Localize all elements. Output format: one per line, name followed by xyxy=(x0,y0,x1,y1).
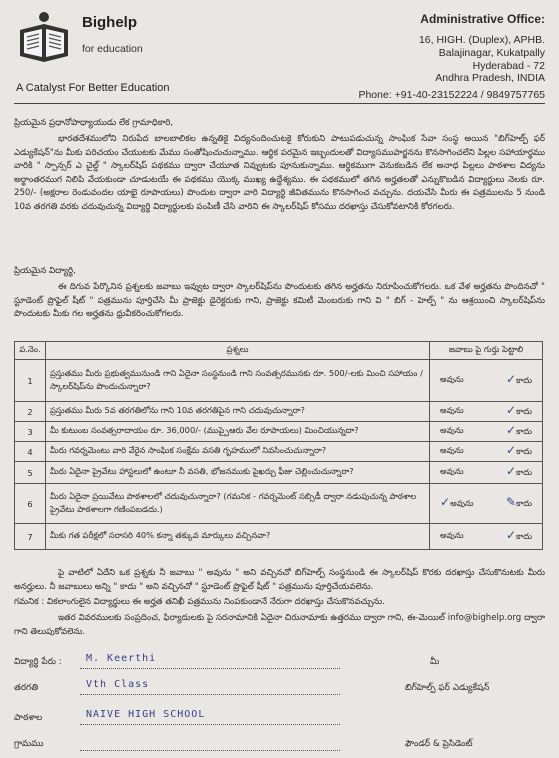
table-header-row xyxy=(15,342,543,360)
answer-no[interactable] xyxy=(506,422,532,439)
answer-yes[interactable] xyxy=(440,494,474,511)
table-row xyxy=(15,524,543,550)
office-title: Administrative Office: xyxy=(420,12,545,26)
village-line xyxy=(80,749,340,751)
student-name-line xyxy=(80,667,340,669)
checkmark-icon: ✓ xyxy=(506,527,517,542)
table-row xyxy=(15,442,543,462)
address-line: Balajinagar, Kukatpally xyxy=(438,46,545,59)
salutation-student: ప్రియమైన విద్యార్థి, xyxy=(14,266,76,276)
answer-no-label: కాదు xyxy=(516,497,532,508)
answer-no[interactable] xyxy=(506,527,532,544)
contact-paragraph: ఇతర వివరములకు సంప్రదించ, ఫిర్యాదులకు పై సరనామానికి ఏదైనా చిరునామాకు ఉత్తరము ద్వారా గాని, ఈ-మెయిల్ info@bighelp.org ద్వారా గాని తెలుపుకోవలెను. xyxy=(14,613,545,637)
row-number: 3 xyxy=(15,422,46,442)
checkmark-icon: ✓ xyxy=(440,494,451,509)
table-row xyxy=(15,462,543,484)
answer-no-label: కాదు xyxy=(516,445,532,456)
answer-no-label: కాదు xyxy=(516,530,532,541)
address-line: Andhra Pradesh, INDIA xyxy=(435,72,545,85)
address-line: 16, HIGH. (Duplex), APHB. xyxy=(418,34,545,46)
signature-line-1: మీ xyxy=(430,657,440,667)
class-line xyxy=(80,693,340,695)
school-value[interactable]: NAIVE HIGH SCHOOL xyxy=(86,709,206,720)
checkmark-icon: ✓ xyxy=(506,463,517,478)
signature-title: ఫౌండర్ & ప్రెసిడెంట్ xyxy=(405,739,473,749)
table-row xyxy=(15,402,543,422)
question-text: మీ కుటుంబ సంవత్సరాదాయం రూ. 36,000/- (ముప్పైఆరు వేల రూపాయలు) మించియున్నదా? xyxy=(46,422,430,442)
answer-yes-label: అవును xyxy=(450,497,474,508)
row-number: 1 xyxy=(15,360,46,402)
class-value[interactable]: Vth Class xyxy=(86,679,150,690)
row-number: 7 xyxy=(15,524,46,550)
column-header-answer: జవాబు పై గుర్తు పెట్టాలి xyxy=(430,342,543,360)
student-name-label: విద్యార్థి పేరు : xyxy=(14,657,62,667)
scribble-mark-icon: ✎ xyxy=(506,494,517,509)
student-paragraph: ఈ దిగువ పేర్కొనిన ప్రశ్నలకు జవాబు ఇవ్వుట ద్వారా స్కాలర్‌షిప్‌ను పొందుటకు తగిన అర్హతను నిరూపించుకోగలరు. ఒక వేళ అర్హతను పొందినచో " స్టూడెంట్ ప్రొఫైల్ షీట్ " పత్రమును పూర్తిచేసి మీ ప్రాజెక్టు డైరెక్టరుకు గాని, ప్రాజెక్టు కమిటీ మెంబరుకు గాని వి " బిగ్ - హెల్ప్ " ను ఆశ్రయించి స్కాలర్‌షిప్‌ను పొందుటకు మీకు గల అర్హతను ధ్రువీకరించుకోగలరు. xyxy=(14,282,545,319)
class-label: తరగతి xyxy=(14,683,39,693)
brand-subtitle: for education xyxy=(82,43,143,55)
answer-yes[interactable]: అవును xyxy=(440,444,464,455)
tagline: A Catalyst For Better Education xyxy=(16,82,170,94)
answer-no[interactable] xyxy=(506,442,532,459)
intro-paragraph: భారతదేశములోని నిరుపేద బాలబాలికల ఉన్నతికై విద్యనందించుటకై కోరుకుని పాటుపడుచున్న సాంఘిక సేవా సంస్థ అయిన "బిగ్‌హెల్ప్ ఫర్ ఎడ్యుకేషన్"ను మీకు పరిచయం చేయుటకు మేము సంతోషించుచున్నాము. ఆర్థిక పరమైన ఇబ్బందులతో విద్యాసముపార్జనను కొనసాగించలేని పిల్లల సహాయార్థము వారికి " స్పాన్సర్ ఎ చైల్డ్ " స్కాలర్‌షిప్ పథకము ద్వారా చేయూత నివ్వుటకు పూనుకున్నాము. ఆర్థికముగా వెనుకబడిన లేక అనాధ పిల్లలు పాఠశాల విద్యను అర్థాంతరముగ నిలిపి వేయకుండా చూడుటయే ఈ పథకము యొక్క ముఖ్య ఉద్దేశ్యము. ఈ పథకములో తగిన అర్హతలతో ఎన్నుకొబడిన విద్యార్థులు నెలకు రూ. 250/- (అక్షరాల రెండువందల యాభై రూపాయలు) పొందుట ద్వారా వారి విద్యార్థి జీవితమును కొనసాగించ వచ్చును. దయచేసి మీరు ఈ పత్రములను 5 నుండి 10వ తరగతి వరకు చదువుచున్న విద్యార్థి విద్యార్థులకు పంపిణీ చేసి వారిని ఈ స్కాలర్‌షిప్ కోసము దరఖాస్తు చేసుకోవటానికి కోరగలరు. xyxy=(14,134,545,212)
answer-yes[interactable]: అవును xyxy=(440,465,464,476)
column-header-questions: ప్రశ్నలు xyxy=(46,342,430,360)
answer-yes[interactable]: అవును xyxy=(440,529,464,540)
school-line xyxy=(80,723,340,725)
answer-no-label: కాదు xyxy=(516,374,532,385)
row-number: 5 xyxy=(15,462,46,484)
row-number: 2 xyxy=(15,402,46,422)
eligibility-table xyxy=(14,341,543,550)
signature-org: బిగ్‌హెల్ప్ ఫర్ ఎడ్యుకేషన్ xyxy=(405,683,490,693)
question-text: మీరు ఏదైనా ప్రైవేటు హాస్టలులో ఉంటూ నీ వసతి, భోజనముకు పైఖర్చు ఫీజు చెల్లించుచున్నారా? xyxy=(46,462,430,484)
note-paragraph: గమనిక : వికలాంగులైన విద్యార్థులు ఈ అర్హత తనిఖీ పత్రమును నింపకుండానే నేరుగా దరఖాస్తు చేసుకొనవచ్చును. xyxy=(14,597,385,607)
salutation-headmaster: ప్రియమైన ప్రధానోపాధ్యాయుడు లేక గ్రామాధికారి, xyxy=(14,118,174,128)
brand-name: Bighelp xyxy=(82,14,137,31)
answer-no[interactable] xyxy=(506,371,532,388)
table-row xyxy=(15,360,543,402)
question-text: ప్రస్తుతము మీరు ప్రభుత్వమునుండి గాని ఏదైనా సంస్థనుండి గాని సంవత్సరమునకు రూ. 500/-లకు మించి సహాయం / స్కాలర్‌షిప్‌ను పొందుచున్నారా? xyxy=(46,360,430,402)
address-line: Hyderabad - 72 xyxy=(472,59,545,72)
question-text: మీరు గవర్నమెంటు వారి వేరైన సాంఘిక సంక్షేమ వసతి గృహములో నివసించుచున్నారా? xyxy=(46,442,430,462)
answer-yes[interactable]: అవును xyxy=(440,404,464,415)
answer-no[interactable] xyxy=(506,463,532,480)
question-text: ప్రస్తుతము మీరు 5వ తరగతిలోను గాని 10వ తరగతిపైన గాని చదువుచున్నారా? xyxy=(46,402,430,422)
phone-number: Phone: +91-40-23152224 / 9849757765 xyxy=(358,89,545,101)
answer-yes[interactable]: అవును xyxy=(440,424,464,435)
answer-no[interactable] xyxy=(506,494,532,511)
row-number: 4 xyxy=(15,442,46,462)
header-divider xyxy=(14,103,545,104)
row-number: 6 xyxy=(15,484,46,524)
table-row xyxy=(15,422,543,442)
answer-no-label: కాదు xyxy=(516,466,532,477)
checkmark-icon: ✓ xyxy=(506,371,517,386)
question-text: మీరు ఏదైనా ప్రయివేటు పాఠశాలలో చదువుచున్నారా? (గమనిక - గవర్నమెంట్ సబ్సిడీ ద్వారా నడుపుచున్న పాఠశాల ప్రైవేటు పాఠశాలగా గణింపబడదు.) xyxy=(46,484,430,524)
answer-no-label: కాదు xyxy=(516,405,532,416)
table-row xyxy=(15,484,543,524)
school-label: పాఠశాల xyxy=(14,713,43,723)
column-header-number: ప.నెం. xyxy=(15,342,46,360)
village-label: గ్రామము xyxy=(14,739,44,749)
bighelp-logo-icon xyxy=(14,10,74,66)
checkmark-icon: ✓ xyxy=(506,402,517,417)
checkmark-icon: ✓ xyxy=(506,422,517,437)
question-text: మీకు గత పరీక్షలో సరాసరి 40% కన్నా తక్కువ మార్కులు వచ్చినవా? xyxy=(46,524,430,550)
answer-yes[interactable]: అవును xyxy=(440,373,464,384)
office-address xyxy=(345,34,545,85)
answer-no-label: కాదు xyxy=(516,425,532,436)
student-name-value[interactable]: M. Keerthi xyxy=(86,653,157,664)
checkmark-icon: ✓ xyxy=(506,442,517,457)
answer-no[interactable] xyxy=(506,402,532,419)
instruction-paragraph: పై వాటిలో ఏదేని ఒక ప్రశ్నకు నీ జవాబు " అవును " అని వచ్చినచో బిగ్‌హెల్ప్ సంస్థనుండి ఈ స్కాలర్‌షిప్ కొరకు దరఖాస్తు చేసుకొనుటకు మీరు అనర్హులు. నీ జవాబులు అన్ని " కాదు " అని వచ్చినచో " స్టూడెంట్ ప్రొఫైల్ షీట్ " పత్రమును పూర్తిచేయవలెను. xyxy=(14,568,545,592)
